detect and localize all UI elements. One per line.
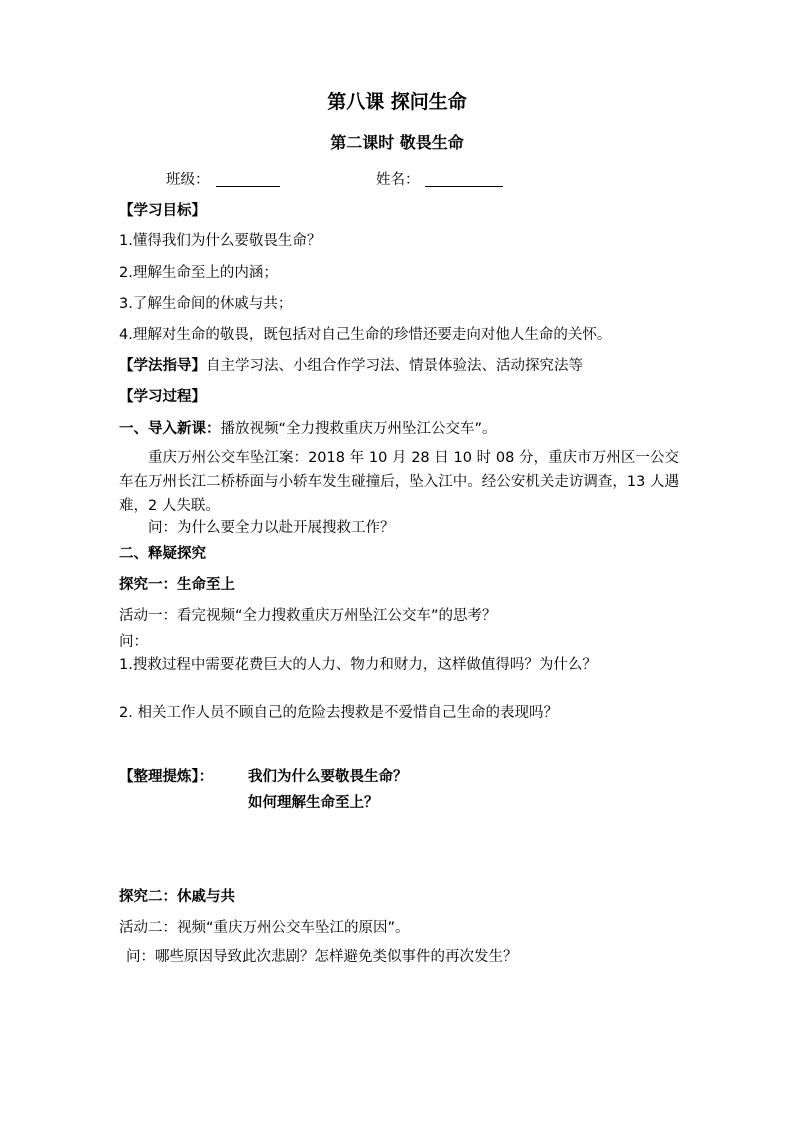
activity-2: 活动二：视频“重庆万州公交车坠江的原因”。 — [119, 920, 410, 936]
methods-text: 自主学习法、小组合作学习法、情景体验法、活动探究法等 — [206, 358, 583, 374]
objective-item-4: 4.理解对生命的敬畏，既包括对自己生命的珍惜还要走向对他人生命的关怀。 — [119, 327, 612, 343]
question-1: 1.搜救过程中需要花费巨大的人力、物力和财力，这样做值得吗？为什么？ — [119, 657, 597, 673]
methods-row — [119, 356, 583, 376]
activity-1: 活动一：看完视频“全力搜救重庆万州坠江公交车”的思考？ — [119, 608, 497, 624]
explore-heading: 二、释疑探究 — [119, 546, 206, 562]
question-label: 问： — [119, 634, 148, 650]
summary-question-2: 如何理解生命至上？ — [248, 795, 379, 811]
lesson-title: 第八课 探问生命 — [327, 91, 467, 113]
intro-question: 问：为什么要全力以赴开展搜救工作？ — [148, 520, 395, 536]
class-label: 班级： — [166, 172, 210, 188]
objective-item-1: 1.懂得我们为什么要敬畏生命？ — [119, 233, 322, 249]
summary-label: 【整理提炼】： — [119, 769, 214, 785]
methods-heading: 【学法指导】 — [119, 358, 206, 374]
name-label: 姓名： — [376, 172, 420, 188]
objective-item-2: 2.理解生命至上的内涵； — [119, 265, 278, 281]
part2-question: 问：哪些原因导致此次悲剧？怎样避免类似事件的再次发生？ — [126, 949, 518, 965]
class-blank-line[interactable] — [216, 186, 280, 187]
objective-item-3: 3.了解生命间的休戚与共； — [119, 296, 293, 312]
intro-heading: 一、导入新课： — [119, 421, 221, 437]
lesson-subtitle: 第二课时 敬畏生命 — [330, 133, 464, 152]
process-heading: 【学习过程】 — [119, 389, 206, 405]
explore-part2-heading: 探究二：休戚与共 — [119, 889, 235, 905]
question-2: 2. 相关工作人员不顾自己的危险去搜救是不爱惜自己生命的表现吗？ — [119, 705, 558, 721]
summary-question-1: 我们为什么要敬畏生命？ — [248, 769, 408, 785]
objectives-heading: 【学习目标】 — [119, 203, 206, 219]
intro-row — [119, 419, 497, 439]
explore-part1-heading: 探究一：生命至上 — [119, 577, 235, 593]
case-description: 重庆万州公交车坠江案：2018 年 10 月 28 日 10 时 08 分，重庆市万州区一公交车在万州长江二桥桥面与小轿车发生碰撞后，坠入江中。经公安机关走访调查，13 人遇难，2 人失联。 — [119, 450, 679, 514]
name-blank-line[interactable] — [425, 186, 503, 187]
intro-text: 播放视频“全力搜救重庆万州坠江公交车”。 — [220, 421, 497, 437]
